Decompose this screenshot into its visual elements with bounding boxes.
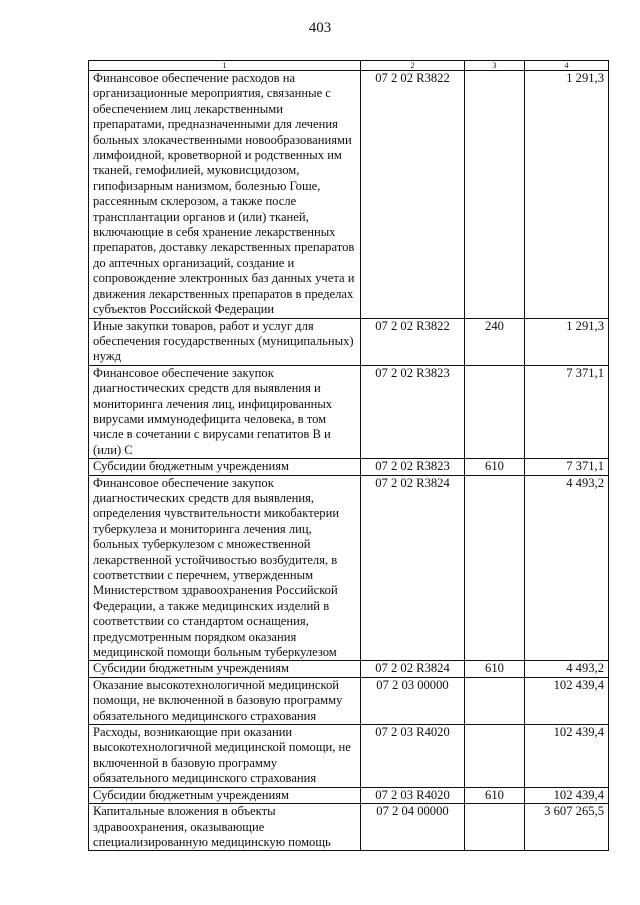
row-code: 07 2 02 R3824	[361, 475, 465, 661]
row-sum: 7 371,1	[525, 365, 609, 458]
table-row	[89, 71, 609, 319]
row-code: 07 2 02 R3822	[361, 318, 465, 365]
header-col-3: 3	[465, 61, 525, 71]
row-expense-type	[465, 475, 525, 661]
row-sum: 102 439,4	[525, 787, 609, 803]
header-row	[89, 61, 609, 71]
row-sum: 7 371,1	[525, 459, 609, 475]
row-expense-type: 610	[465, 661, 525, 677]
header-col-2: 2	[361, 61, 465, 71]
row-expense-type	[465, 804, 525, 851]
table-row	[89, 677, 609, 724]
row-name: Финансовое обеспечение закупок диагностических средств для выявления, определения чувствительности микобактерии туберкулеза и мониторинга лечения лиц, больных туберкулезом с множественной лекарственной устойчивостью возбудителя, в соответствии с перечнем, утвержденным Министерством здравоохранения Российской Федерации, а также медицинских изделий в соответствии со стандартом оснащения, предусмотренным порядком оказания медицинской помощи больным туберкулезом	[89, 475, 361, 661]
row-expense-type	[465, 71, 525, 319]
row-name: Капитальные вложения в объекты здравоохранения, оказывающие специализированную медицинскую помощь	[89, 804, 361, 851]
row-name: Оказание высокотехнологичной медицинской помощи, не включенной в базовую программу обязательного медицинского страхования	[89, 677, 361, 724]
table-row	[89, 318, 609, 365]
row-sum: 4 493,2	[525, 661, 609, 677]
row-code: 07 2 02 R3823	[361, 365, 465, 458]
row-name: Субсидии бюджетным учреждениям	[89, 661, 361, 677]
row-expense-type	[465, 365, 525, 458]
header-col-4: 4	[525, 61, 609, 71]
row-code: 07 2 03 R4020	[361, 787, 465, 803]
table-row	[89, 804, 609, 851]
row-sum: 4 493,2	[525, 475, 609, 661]
row-name: Иные закупки товаров, работ и услуг для обеспечения государственных (муниципальных) нужд	[89, 318, 361, 365]
row-name: Субсидии бюджетным учреждениям	[89, 459, 361, 475]
row-code: 07 2 02 R3824	[361, 661, 465, 677]
budget-table	[88, 60, 609, 851]
table-row	[89, 475, 609, 661]
table-row	[89, 725, 609, 788]
row-code: 07 2 03 00000	[361, 677, 465, 724]
row-sum: 102 439,4	[525, 677, 609, 724]
row-code: 07 2 02 R3823	[361, 459, 465, 475]
row-expense-type	[465, 677, 525, 724]
table-row	[89, 365, 609, 458]
row-code: 07 2 02 R3822	[361, 71, 465, 319]
page-number: 403	[308, 20, 332, 36]
row-sum: 3 607 265,5	[525, 804, 609, 851]
table-row	[89, 661, 609, 677]
row-sum: 1 291,3	[525, 318, 609, 365]
row-sum: 1 291,3	[525, 71, 609, 319]
row-expense-type: 240	[465, 318, 525, 365]
row-expense-type: 610	[465, 787, 525, 803]
row-name: Финансовое обеспечение расходов на организационные мероприятия, связанные с обеспечением лиц лекарственными препаратами, предназначенными для лечения больных злокачественными новообразованиями лимфоидной, кроветворной и родственных им тканей, гемофилией, муковисцидозом, гипофизарным нанизмом, болезнью Гоше, рассеянным склерозом, а также после трансплантации органов и (или) тканей, включающие в себя хранение лекарственных препаратов, доставку лекарственных препаратов до аптечных организаций, создание и сопровождение электронных баз данных учета и движения лекарственных препаратов в пределах субъектов Российской Федерации	[89, 71, 361, 319]
row-sum: 102 439,4	[525, 725, 609, 788]
row-expense-type: 610	[465, 459, 525, 475]
table-row	[89, 787, 609, 803]
row-name: Финансовое обеспечение закупок диагностических средств для выявления и мониторинга лечения лиц, инфицированных вирусами иммунодефицита человека, в том числе в сочетании с вирусами гепатитов В и (или) С	[89, 365, 361, 458]
row-code: 07 2 04 00000	[361, 804, 465, 851]
header-col-1: 1	[89, 61, 361, 71]
table-row	[89, 459, 609, 475]
row-code: 07 2 03 R4020	[361, 725, 465, 788]
row-expense-type	[465, 725, 525, 788]
row-name: Субсидии бюджетным учреждениям	[89, 787, 361, 803]
row-name: Расходы, возникающие при оказании высокотехнологичной медицинской помощи, не включенной в базовую программу обязательного медицинского страхования	[89, 725, 361, 788]
